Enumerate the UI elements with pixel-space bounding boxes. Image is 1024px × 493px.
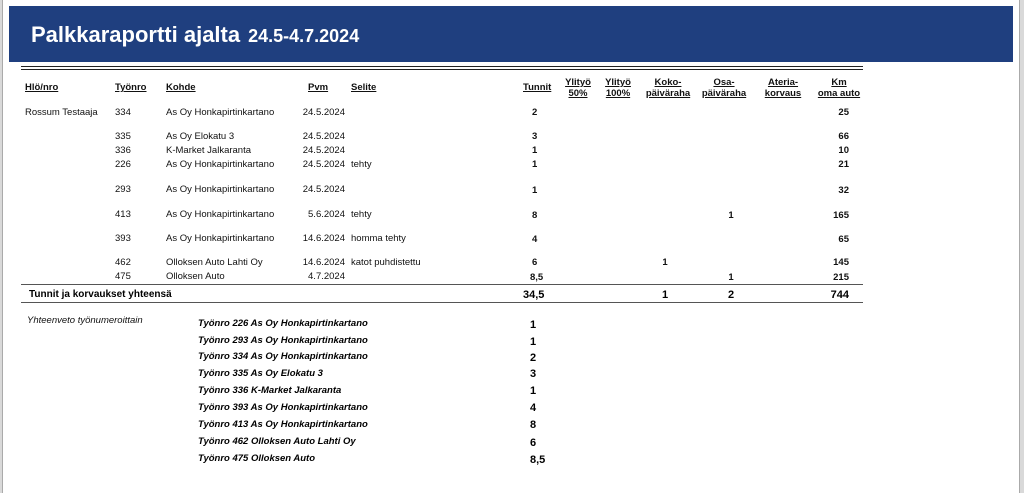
row-date: 24.5.2024 bbox=[302, 159, 345, 170]
row-km: 10 bbox=[838, 145, 849, 156]
totals-bottom-rule bbox=[21, 302, 863, 303]
row-part: 1 bbox=[728, 272, 734, 283]
summary-value: 8 bbox=[530, 419, 537, 431]
row-job: 413 bbox=[115, 209, 131, 220]
row-site: As Oy Honkapirtinkartano bbox=[166, 233, 275, 244]
header-overtime-50-line1: Ylityö bbox=[565, 77, 591, 88]
row-job: 462 bbox=[115, 257, 131, 268]
header-full-allowance-line2: päiväraha bbox=[645, 88, 691, 99]
row-job: 226 bbox=[115, 159, 131, 170]
header-date: Pvm bbox=[308, 82, 329, 93]
row-site: As Oy Elokatu 3 bbox=[166, 131, 235, 142]
report-title-text: Palkkaraportti ajalta bbox=[31, 22, 241, 47]
row-site: Olloksen Auto bbox=[166, 271, 225, 282]
summary-item: Työnro 226 As Oy Honkapirtinkartano bbox=[198, 318, 368, 329]
row-km: 32 bbox=[838, 185, 849, 196]
row-person: Rossum Testaaja bbox=[25, 107, 98, 118]
summary-value: 1 bbox=[530, 319, 537, 331]
row-job: 334 bbox=[115, 107, 131, 118]
row-site: As Oy Honkapirtinkartano bbox=[166, 184, 275, 195]
summary-value: 1 bbox=[530, 336, 537, 348]
header-person: Hlö/nro bbox=[25, 82, 59, 93]
summary-value: 4 bbox=[530, 402, 537, 414]
header-km bbox=[813, 77, 865, 99]
header-partial-allowance-line1: Osa- bbox=[713, 77, 735, 88]
row-job: 475 bbox=[115, 271, 131, 282]
header-km-line1: Km bbox=[831, 77, 847, 88]
header-partial-allowance-line2: päiväraha bbox=[701, 88, 747, 99]
row-km: 25 bbox=[838, 107, 849, 118]
totals-label: Tunnit ja korvaukset yhteensä bbox=[29, 289, 172, 300]
row-date: 24.5.2024 bbox=[302, 131, 345, 142]
row-desc: tehty bbox=[351, 159, 372, 170]
report-header bbox=[9, 6, 1013, 62]
header-km-line2: oma auto bbox=[817, 88, 861, 99]
row-desc: tehty bbox=[351, 209, 372, 220]
summary-value: 3 bbox=[530, 368, 537, 380]
totals-full: 1 bbox=[661, 289, 669, 301]
header-partial-allowance bbox=[697, 77, 751, 99]
header-meal-compensation-line1: Ateria- bbox=[767, 77, 799, 88]
header-meal-compensation-line2: korvaus bbox=[764, 88, 802, 99]
summary-item: Työnro 475 Olloksen Auto bbox=[198, 453, 316, 464]
row-km: 145 bbox=[833, 257, 849, 268]
row-site: K-Market Jalkaranta bbox=[166, 145, 252, 156]
row-hours: 6 bbox=[532, 257, 538, 268]
row-km: 21 bbox=[838, 159, 849, 170]
row-site: As Oy Honkapirtinkartano bbox=[166, 209, 275, 220]
header-overtime-50 bbox=[561, 77, 595, 99]
row-hours: 4 bbox=[532, 234, 538, 245]
row-part: 1 bbox=[728, 210, 734, 221]
header-overtime-100-line2: 100% bbox=[605, 88, 631, 99]
row-date: 4.7.2024 bbox=[308, 271, 345, 282]
top-rule-2 bbox=[21, 69, 863, 70]
header-full-allowance bbox=[643, 77, 693, 99]
header-overtime-100 bbox=[599, 77, 637, 99]
row-job: 336 bbox=[115, 145, 131, 156]
summary-item: Työnro 413 As Oy Honkapirtinkartano bbox=[198, 419, 368, 430]
row-hours: 1 bbox=[532, 185, 538, 196]
row-desc: katot puhdistettu bbox=[351, 257, 421, 268]
row-date: 14.6.2024 bbox=[302, 257, 345, 268]
totals-hours: 34,5 bbox=[523, 289, 545, 301]
row-full: 1 bbox=[662, 257, 668, 268]
summary-value: 6 bbox=[530, 437, 537, 449]
row-km: 165 bbox=[833, 210, 849, 221]
totals-km: 744 bbox=[830, 289, 849, 301]
totals-top-rule bbox=[21, 284, 863, 285]
row-km: 215 bbox=[833, 272, 849, 283]
row-date: 24.5.2024 bbox=[302, 107, 345, 118]
header-meal-compensation bbox=[757, 77, 809, 99]
report-period: 24.5-4.7.2024 bbox=[248, 26, 360, 46]
summary-item: Työnro 393 As Oy Honkapirtinkartano bbox=[198, 402, 368, 413]
row-hours: 2 bbox=[532, 107, 538, 118]
row-hours: 8 bbox=[532, 210, 538, 221]
report-page bbox=[2, 0, 1020, 493]
row-km: 66 bbox=[838, 131, 849, 142]
summary-title: Yhteenveto työnumeroittain bbox=[27, 315, 143, 326]
header-site: Kohde bbox=[166, 82, 196, 93]
header-hours: Tunnit bbox=[523, 82, 552, 93]
row-date: 5.6.2024 bbox=[308, 209, 345, 220]
row-hours: 1 bbox=[532, 159, 538, 170]
row-date: 24.5.2024 bbox=[302, 145, 345, 156]
header-job: Työnro bbox=[115, 82, 147, 93]
summary-item: Työnro 334 As Oy Honkapirtinkartano bbox=[198, 351, 368, 362]
row-date: 24.5.2024 bbox=[302, 184, 345, 195]
summary-item: Työnro 336 K-Market Jalkaranta bbox=[198, 385, 342, 396]
row-site: As Oy Honkapirtinkartano bbox=[166, 107, 275, 118]
row-hours: 3 bbox=[532, 131, 538, 142]
report-title bbox=[31, 22, 359, 48]
summary-value: 1 bbox=[530, 385, 537, 397]
summary-item: Työnro 335 As Oy Elokatu 3 bbox=[198, 368, 323, 379]
totals-part: 2 bbox=[727, 289, 735, 301]
row-hours: 1 bbox=[532, 145, 538, 156]
row-site: Olloksen Auto Lahti Oy bbox=[166, 257, 263, 268]
row-site: As Oy Honkapirtinkartano bbox=[166, 159, 275, 170]
row-km: 65 bbox=[838, 234, 849, 245]
header-full-allowance-line1: Koko- bbox=[654, 77, 682, 88]
top-rule bbox=[21, 66, 863, 67]
row-job: 293 bbox=[115, 184, 131, 195]
header-desc: Selite bbox=[351, 82, 377, 93]
summary-value: 8,5 bbox=[530, 454, 546, 466]
row-job: 335 bbox=[115, 131, 131, 142]
row-date: 14.6.2024 bbox=[302, 233, 345, 244]
row-hours: 8,5 bbox=[530, 272, 544, 283]
row-job: 393 bbox=[115, 233, 131, 244]
header-overtime-100-line1: Ylityö bbox=[605, 77, 631, 88]
row-desc: homma tehty bbox=[351, 233, 406, 244]
summary-value: 2 bbox=[530, 352, 537, 364]
summary-item: Työnro 462 Olloksen Auto Lahti Oy bbox=[198, 436, 356, 447]
header-overtime-50-line2: 50% bbox=[568, 88, 588, 99]
summary-item: Työnro 293 As Oy Honkapirtinkartano bbox=[198, 335, 368, 346]
